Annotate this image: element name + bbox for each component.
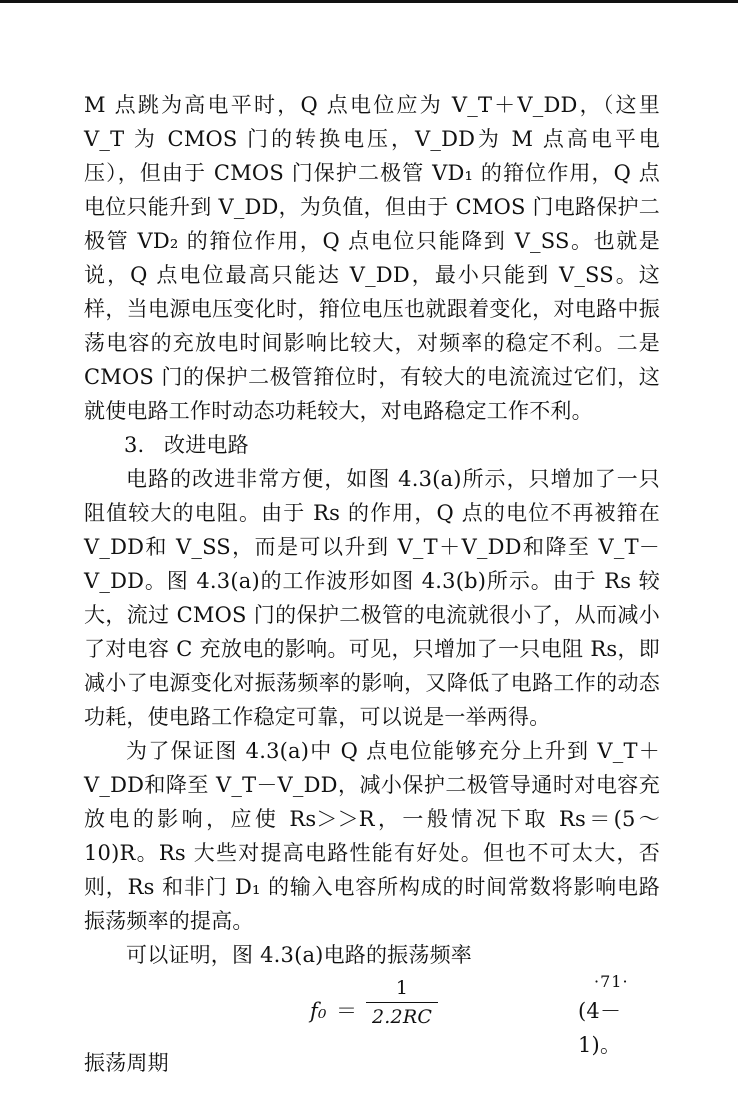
top-rule xyxy=(0,0,738,3)
body-text xyxy=(84,88,660,1080)
equation-4-1 xyxy=(84,974,660,1057)
paragraph-4: 可以证明，图 4.3(a)电路的振荡频率 xyxy=(126,943,472,967)
paragraph-2: 电路的改进非常方便，如图 4.3(a)所示，只增加了一只阻值较大的电阻。由于 Rs 的作用，Q 点的电位不再被箝在 V_DD和 V_SS，而是可以升到 V_T＋V_DD和降至 V_T－V_DD。图 4.3(a)的工作波形如图 4.3(b)所示。由于 Rs 较大，流过 CMOS 门的保护二极管的电流就很小了，从而减小了对电容 C 充放电的影响。可见，只增加了一只电阻 Rs，即减小了电源变化对振荡频率的影响，又降低了电路工作的动态功耗，使电路工作稳定可靠，可以说是一举两得。 xyxy=(84,467,660,729)
section-heading xyxy=(84,428,660,462)
equation-tag: (4－1)。 xyxy=(578,999,622,1057)
equation-fraction xyxy=(366,974,438,1031)
page-number: ·71· xyxy=(594,972,629,991)
section-number: 3. xyxy=(124,433,145,457)
section-title: 改进电路 xyxy=(164,433,249,457)
fraction-denominator: 2.2RC xyxy=(366,1002,438,1031)
paragraph-1: M 点跳为高电平时，Q 点电位应为 V_T＋V_DD，（这里 V_T 为 CMOS 门的转换电压，V_DD为 M 点高电平电压），但由于 CMOS 门保护二极管 VD₁ 的箝位作用，Q 点电位只能升到 V_DD，为负值，但由于 CMOS 门电路保护二极管 VD₂ 的箝位作用，Q 点电位只能降到 V_SS。也就是说，Q 点电位最高只能达 V_DD，最小只能到 V_SS。这样，当电源电压变化时，箝位电压也就跟着变化，对电路中振荡电容的充放电时间影响比较大，对频率的稳定不利。二是 CMOS 门的保护二极管箝位时，有较大的电流流过它们，这就使电路工作时动态功耗较大，对电路稳定工作不利。 xyxy=(84,93,660,423)
paragraph-5: 振荡周期 xyxy=(84,1051,169,1075)
paragraph-3: 为了保证图 4.3(a)中 Q 点电位能够充分上升到 V_T＋V_DD和降至 V_T－V_DD，减小保护二极管导通时对电容充放电的影响，应使 Rs＞＞R，一般情况下取 Rs＝(5～10)R。Rs 大些对提高电路性能有好处。但也不可太大，否则，Rs 和非门 D₁ 的输入电容所构成的时间常数将影响电路振荡频率的提高。 xyxy=(84,739,660,933)
equation-equals: ＝ xyxy=(336,999,358,1023)
equation-lhs: f₀ xyxy=(310,999,327,1023)
fraction-numerator: 1 xyxy=(395,977,409,999)
